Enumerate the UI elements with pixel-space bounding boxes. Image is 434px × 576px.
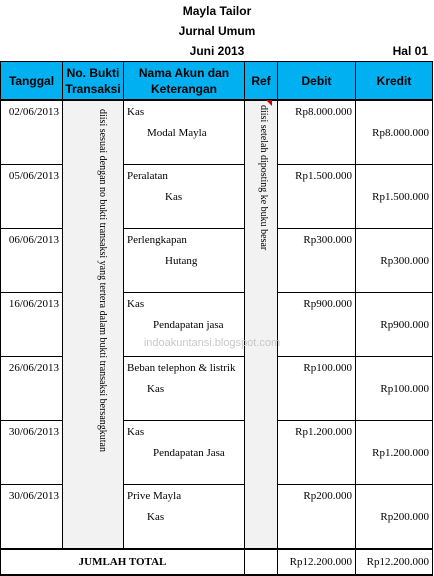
debit-cell <box>278 186 356 207</box>
akun-cell <box>124 335 245 357</box>
akun-cell: Prive Mayla <box>124 485 245 507</box>
tanggal-cell: 16/06/2013 <box>1 293 63 315</box>
akun-cell: Perlengkapan <box>124 229 245 251</box>
debit-cell <box>278 335 356 357</box>
debit-cell: Rp900.000 <box>278 293 356 315</box>
debit-cell <box>278 463 356 485</box>
col-tanggal: Tanggal <box>1 62 63 101</box>
debit-cell <box>278 314 356 335</box>
debit-cell <box>278 122 356 143</box>
kredit-cell <box>356 399 433 421</box>
tanggal-cell <box>1 506 63 527</box>
akun-cell: Pendapatan Jasa <box>124 442 245 463</box>
col-ref: Ref <box>245 62 278 101</box>
akun-cell <box>124 399 245 421</box>
tanggal-cell <box>1 314 63 335</box>
tanggal-cell: 26/06/2013 <box>1 357 63 379</box>
company-name: Mayla Tailor <box>182 4 252 18</box>
debit-cell: Rp1.500.000 <box>278 165 356 187</box>
comment-marker <box>266 100 272 106</box>
tanggal-cell: 05/06/2013 <box>1 165 63 187</box>
kredit-cell <box>356 463 433 485</box>
total-kredit: Rp12.200.000 <box>356 549 433 575</box>
journal-title: Jurnal Umum <box>178 24 256 38</box>
col-akun: Nama Akun dan Keterangan <box>124 62 245 101</box>
akun-cell: Hutang <box>124 250 245 271</box>
debit-cell <box>278 442 356 463</box>
kredit-cell: Rp100.000 <box>356 378 433 399</box>
kredit-cell <box>356 229 433 251</box>
kredit-cell <box>356 293 433 315</box>
tanggal-cell <box>1 527 63 549</box>
table-header-row <box>1 62 433 101</box>
debit-cell: Rp8.000.000 <box>278 100 356 122</box>
tanggal-cell <box>1 399 63 421</box>
tanggal-cell: 30/06/2013 <box>1 485 63 507</box>
kredit-cell: Rp900.000 <box>356 314 433 335</box>
debit-cell <box>278 143 356 165</box>
kredit-cell: Rp8.000.000 <box>356 122 433 143</box>
kredit-cell: Rp300.000 <box>356 250 433 271</box>
debit-cell: Rp1.200.000 <box>278 421 356 443</box>
bukti-note: diisi sesuai dengan no bukti transaksi yang tertera dalam bukti transaksi bersangkutan <box>97 109 108 452</box>
total-row <box>1 549 433 575</box>
watermark: indoakuntansi.blogspot.com <box>143 337 281 349</box>
col-kredit: Kredit <box>356 62 433 101</box>
total-ref-cell <box>245 549 278 575</box>
akun-cell: Kas <box>124 421 245 443</box>
tanggal-cell: 30/06/2013 <box>1 421 63 443</box>
akun-cell <box>124 463 245 485</box>
akun-cell: Kas <box>124 378 245 399</box>
debit-cell <box>278 271 356 293</box>
bukti-cell <box>63 100 124 549</box>
debit-cell <box>278 527 356 549</box>
table-row <box>1 100 433 122</box>
page-number: Hal 01 <box>392 44 428 58</box>
debit-cell <box>278 250 356 271</box>
akun-cell: Beban telephon & listrik <box>124 357 245 379</box>
akun-cell: Pendapatan jasa <box>124 314 245 335</box>
debit-cell: Rp300.000 <box>278 229 356 251</box>
kredit-cell <box>356 207 433 229</box>
ref-note: diisi setelah diposting ke buku besar <box>258 105 269 251</box>
akun-cell: Peralatan <box>124 165 245 187</box>
debit-cell: Rp100.000 <box>278 357 356 379</box>
tanggal-cell <box>1 143 63 165</box>
journal-period: Juni 2013 <box>189 44 245 58</box>
akun-cell: Modal Mayla <box>124 122 245 143</box>
akun-cell: Kas <box>124 100 245 122</box>
debit-cell <box>278 378 356 399</box>
kredit-cell: Rp200.000 <box>356 506 433 527</box>
tanggal-cell <box>1 186 63 207</box>
kredit-cell <box>356 485 433 507</box>
tanggal-cell: 06/06/2013 <box>1 229 63 251</box>
total-label: JUMLAH TOTAL <box>1 549 245 575</box>
debit-cell: Rp200.000 <box>278 485 356 507</box>
kredit-cell: Rp1.200.000 <box>356 442 433 463</box>
kredit-cell: Rp1.500.000 <box>356 186 433 207</box>
debit-cell <box>278 207 356 229</box>
col-debit: Debit <box>278 62 356 101</box>
tanggal-cell <box>1 122 63 143</box>
tanggal-cell <box>1 378 63 399</box>
kredit-cell <box>356 527 433 549</box>
akun-cell: Kas <box>124 186 245 207</box>
akun-cell <box>124 527 245 549</box>
akun-cell <box>124 143 245 165</box>
kredit-cell <box>356 421 433 443</box>
kredit-cell <box>356 165 433 187</box>
debit-cell <box>278 506 356 527</box>
kredit-cell <box>356 143 433 165</box>
debit-cell <box>278 399 356 421</box>
akun-cell: Kas <box>124 506 245 527</box>
total-debit: Rp12.200.000 <box>278 549 356 575</box>
tanggal-cell <box>1 271 63 293</box>
akun-cell <box>124 207 245 229</box>
kredit-cell <box>356 271 433 293</box>
tanggal-cell <box>1 463 63 485</box>
tanggal-cell <box>1 250 63 271</box>
tanggal-cell <box>1 442 63 463</box>
ref-cell <box>245 100 278 549</box>
tanggal-cell <box>1 207 63 229</box>
tanggal-cell: 02/06/2013 <box>1 100 63 122</box>
kredit-cell <box>356 357 433 379</box>
kredit-cell <box>356 335 433 357</box>
col-bukti: No. Bukti Transaksi <box>63 62 124 101</box>
kredit-cell <box>356 100 433 122</box>
akun-cell: Kas <box>124 293 245 315</box>
journal-table <box>0 61 433 576</box>
akun-cell <box>124 271 245 293</box>
tanggal-cell <box>1 335 63 357</box>
